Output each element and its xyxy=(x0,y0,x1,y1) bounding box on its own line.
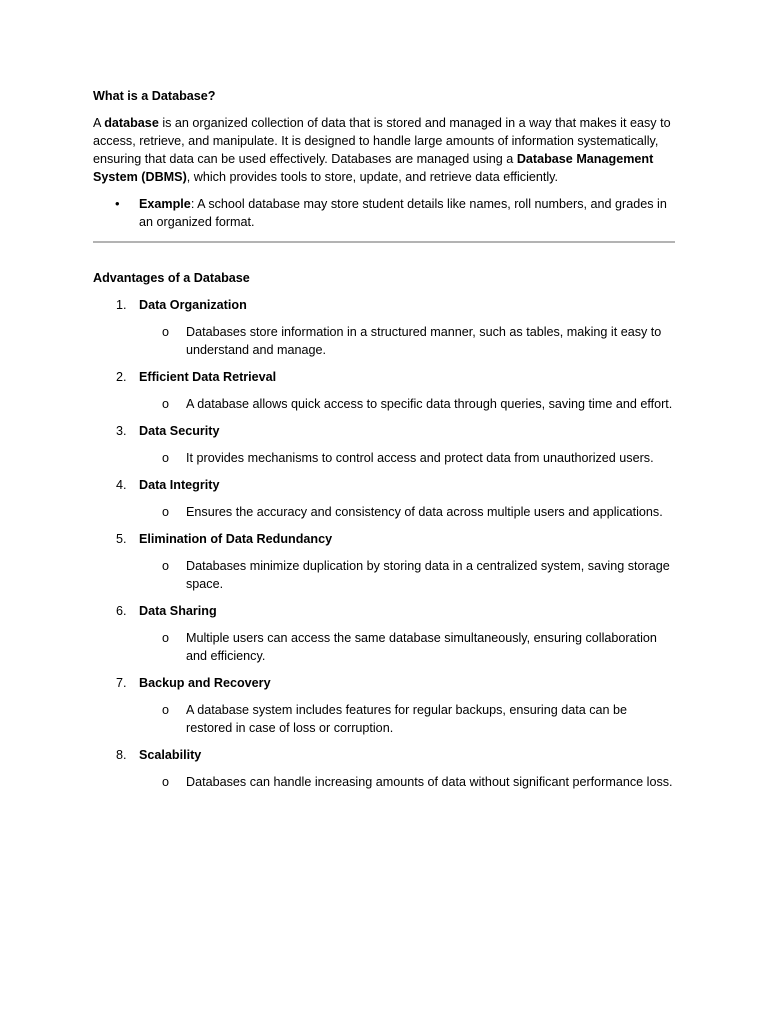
circle-bullet-icon: o xyxy=(162,703,170,717)
list-item xyxy=(93,368,675,386)
list-item xyxy=(93,602,675,620)
list-item xyxy=(93,746,675,764)
item-title: Data Sharing xyxy=(139,604,217,618)
circle-bullet-icon: o xyxy=(162,631,170,645)
list-item xyxy=(93,530,675,548)
sub-list-item xyxy=(93,701,675,737)
intro-heading: What is a Database? xyxy=(93,89,216,103)
circle-bullet-icon: o xyxy=(162,325,170,339)
intro-text-2: is an organized collection of data that is stored and managed in a way that makes it easy to access, retrieve, and manipulate. It is designed to handle large amounts of information systematically, ensuring that data can be used effectively. Databases are managed using a xyxy=(93,116,671,166)
circle-bullet-icon: o xyxy=(162,451,170,465)
intro-text-1: A xyxy=(93,116,105,130)
item-title: Efficient Data Retrieval xyxy=(139,370,277,384)
intro-term-database: database xyxy=(104,116,159,130)
intro-text-3: , which provides tools to store, update, and retrieve data efficiently. xyxy=(186,170,559,184)
item-number: 3. xyxy=(116,424,127,438)
list-item xyxy=(93,422,675,440)
item-detail: Multiple users can access the same database simultaneously, ensuring collaboration and efficiency. xyxy=(186,631,657,663)
sub-list-item xyxy=(93,557,675,593)
item-number: 4. xyxy=(116,478,127,492)
item-title: Data Security xyxy=(139,424,220,438)
sub-list-item xyxy=(93,503,675,521)
sub-list-item xyxy=(93,395,675,413)
intro-section xyxy=(93,87,675,231)
item-detail: Ensures the accuracy and consistency of data across multiple users and applications. xyxy=(186,505,663,519)
item-title: Elimination of Data Redundancy xyxy=(139,532,333,546)
circle-bullet-icon: o xyxy=(162,775,170,789)
circle-bullet-icon: o xyxy=(162,559,170,573)
item-detail: Databases can handle increasing amounts of data without significant performance loss. xyxy=(186,775,673,789)
bullet-icon: • xyxy=(115,196,120,211)
item-detail: A database system includes features for regular backups, ensuring data can be restored in case of loss or corruption. xyxy=(186,703,628,735)
item-number: 5. xyxy=(116,532,127,546)
list-item xyxy=(93,674,675,692)
advantages-heading: Advantages of a Database xyxy=(93,271,250,285)
list-item xyxy=(93,476,675,494)
sub-list-item xyxy=(93,629,675,665)
item-title: Data Organization xyxy=(139,298,247,312)
circle-bullet-icon: o xyxy=(162,505,170,519)
item-title: Backup and Recovery xyxy=(139,676,271,690)
item-detail: A database allows quick access to specific data through queries, saving time and effort. xyxy=(186,397,673,411)
item-title: Scalability xyxy=(139,748,202,762)
intro-term-dbms: Database Management System (DBMS) xyxy=(93,152,654,184)
horizontal-divider xyxy=(93,241,675,243)
example-bullet xyxy=(93,195,675,231)
item-number: 7. xyxy=(116,676,127,690)
sub-list-item xyxy=(93,323,675,359)
document-content xyxy=(93,87,675,791)
circle-bullet-icon: o xyxy=(162,397,170,411)
item-number: 6. xyxy=(116,604,127,618)
item-detail: Databases minimize duplication by storing data in a centralized system, saving storage space. xyxy=(186,559,670,591)
item-title: Data Integrity xyxy=(139,478,220,492)
advantages-section xyxy=(93,269,675,791)
intro-paragraph xyxy=(93,114,675,186)
item-detail: Databases store information in a structured manner, such as tables, making it easy to understand and manage. xyxy=(186,325,662,357)
item-number: 8. xyxy=(116,748,127,762)
sub-list-item xyxy=(93,773,675,791)
sub-list-item xyxy=(93,449,675,467)
item-number: 1. xyxy=(116,298,127,312)
list-item xyxy=(93,296,675,314)
item-number: 2. xyxy=(116,370,127,384)
item-detail: It provides mechanisms to control access and protect data from unauthorized users. xyxy=(186,451,654,465)
example-text: : A school database may store student details like names, roll numbers, and grades in an organized format. xyxy=(139,197,667,229)
example-label: Example xyxy=(139,197,191,211)
